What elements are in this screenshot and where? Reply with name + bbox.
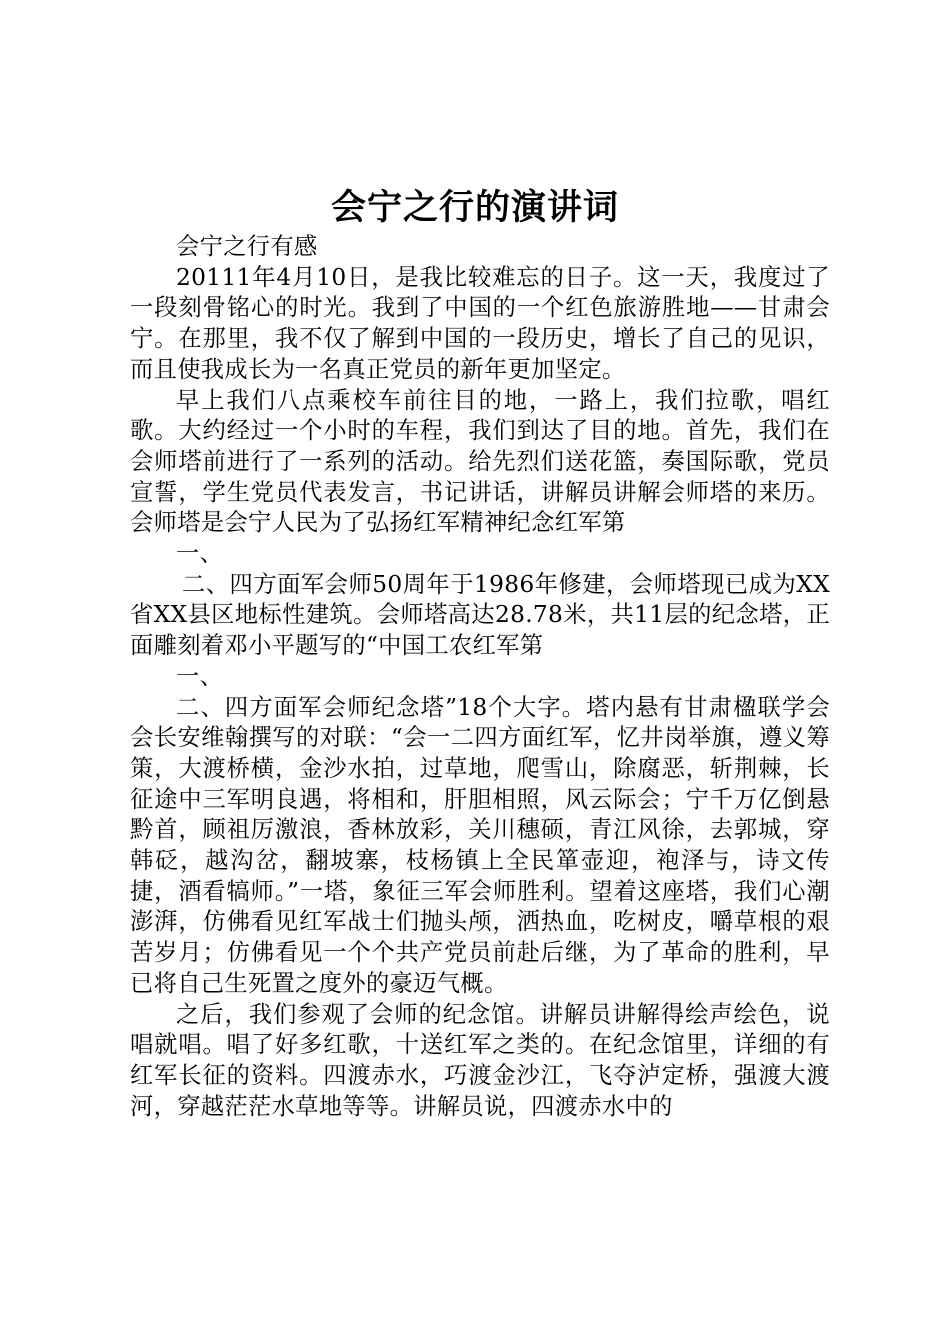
paragraph: 早上我们八点乘校车前往目的地，一路上，我们拉歌，唱红歌。大约经过一个小时的车程，我们到达了目的地。首先，我们在会师塔前进行了一系列的活动。给先烈们送花篮，奏国际歌，党员宣誓，学生党员代表发言，书记讲话，讲解员讲解会师塔的来历。会师塔是会宁人民为了弘扬红军精神纪念红军第 <box>130 386 830 537</box>
document-title: 会宁之行的演讲词 <box>330 187 619 228</box>
paragraph: 之后，我们参观了会师的纪念馆。讲解员讲解得绘声绘色，说唱就唱。唱了好多红歌，十送红军之类的。在纪念馆里，详细的有红军长征的资料。四渡赤水，巧渡金沙江，飞夺泸定桥，强渡大渡河，穿越茫茫水草地等等。讲解员说，四渡赤水中的 <box>130 1000 830 1120</box>
paragraph: 一、 <box>176 662 224 690</box>
paragraph: 二、四方面军会师纪念塔”18个大字。塔内悬有甘肃楹联学会会长安维翰撰写的对联：“会一二四方面红军，忆井岗举旗，遵义筹策，大渡桥横，金沙水拍，过草地，爬雪山，除腐恶，斩荆棘，长征途中三军明良遇，将相和，肝胆相照，风云际会；宁千万亿倒悬黔首，顾祖厉激浪，香林放彩，关川穗硕，青江风徐，去郭城，穿韩砭，越沟岔，翻坡寨，枝杨镇上全民箪壶迎，袍泽与，诗文传捷，酒看犒师。”一塔，象征三军会师胜利。望着这座塔，我们心潮澎湃，仿佛看见红军战士们抛头颅，洒热血，吃树皮，嚼草根的艰苦岁月；仿佛看见一个个共产党员前赴后继，为了革命的胜利，早已将自己生死置之度外的豪迈气概。 <box>130 693 830 997</box>
document-body <box>130 232 830 1122</box>
paragraph: 一、 <box>176 540 224 568</box>
paragraph: 二、四方面军会师50周年于1986年修建，会师塔现已成为XX省XX县区地标性建筑。会师塔高达28.78米，共11层的纪念塔，正面雕刻着邓小平题写的“中国工农红军第 <box>130 570 830 660</box>
paragraph: 20111年4月10日，是我比较难忘的日子。这一天，我度过了一段刻骨铭心的时光。我到了中国的一个红色旅游胜地——甘肃会宁。在那里，我不仅了解到中国的一段历史，增长了自己的见识，而且使我成长为一名真正党员的新年更加坚定。 <box>130 263 830 383</box>
paragraph-subtitle: 会宁之行有感 <box>176 233 318 260</box>
